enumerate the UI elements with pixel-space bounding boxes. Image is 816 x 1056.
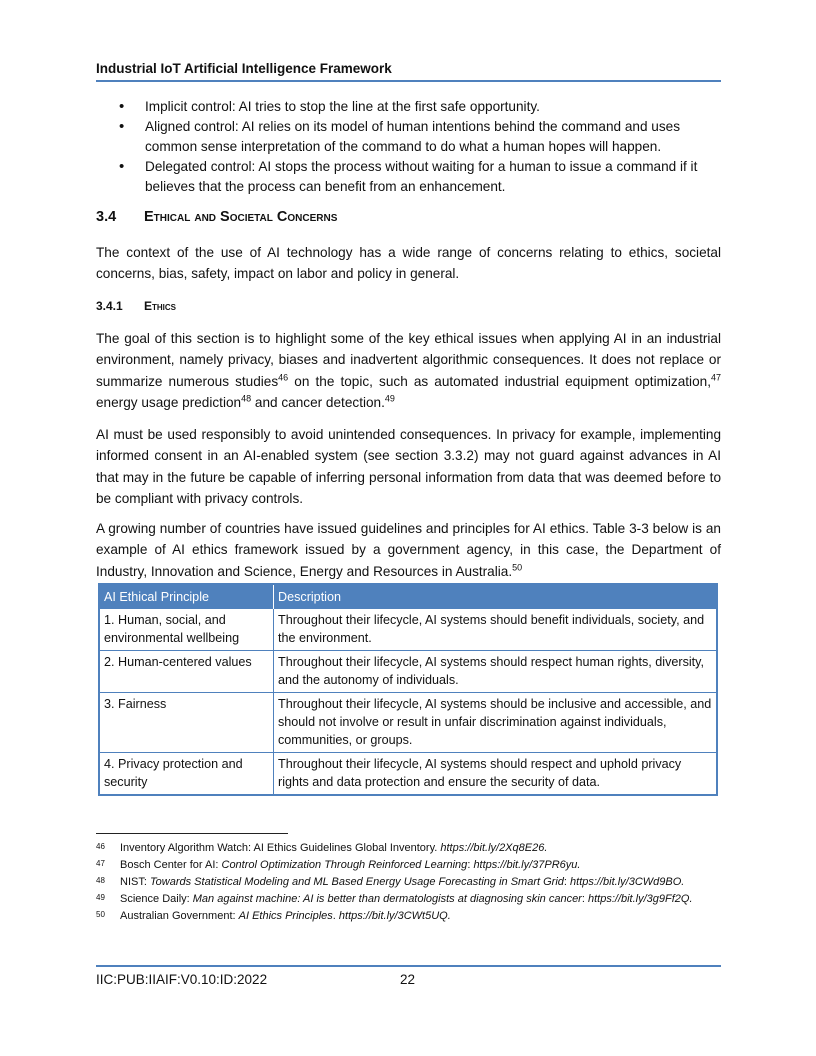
section-title: Ethical and Societal Concerns xyxy=(144,209,338,225)
footnotes xyxy=(96,840,721,925)
section-intro-paragraph: The context of the use of AI technology has a wide range of concerns relating to ethics, societal concerns, bias, safety, impact on labor and policy in general. xyxy=(96,245,721,282)
table-row xyxy=(99,693,717,753)
ethics-paragraph-2: AI must be used responsibly to avoid unintended consequences. In privacy for example, implementing informed consent in an AI-enabled system (see section 3.3.2) may not guard against advances in AI that may in the future be capable of inferring personal information from data that was deemed before to be compliant with privacy controls. xyxy=(96,427,721,506)
control-bullet-list xyxy=(96,97,721,197)
section-number: 3.4 xyxy=(96,209,117,225)
description-cell: Throughout their lifecycle, AI systems should respect human rights, diversity, and the autonomy of individuals. xyxy=(274,651,718,693)
footnote: 46 Inventory Algorithm Watch: AI Ethics Guidelines Global Inventory. https://bit.ly/2Xq8E26. xyxy=(96,842,548,854)
bullet-item: • Delegated control: AI stops the process without waiting for a human to issue a command if it believes that the process can benefit from an enhancement. xyxy=(96,157,721,197)
header-divider xyxy=(96,80,721,82)
ethics-paragraph-3: A growing number of countries have issued guidelines and principles for AI ethics. Table 3-3 below is an example of AI ethics framework issued by a government agency, in this case, the Department of Industry, Innovation and Science, Energy and Resources in Australia.$^{50}$ xyxy=(96,521,721,579)
table-header-row xyxy=(99,584,717,609)
table-row xyxy=(99,753,717,796)
footnote: 48 NIST: Towards Statistical Modeling and ML Based Energy Usage Forecasting in Smart Grid: https://bit.ly/3CWd9BO. xyxy=(96,876,685,888)
description-cell: Throughout their lifecycle, AI systems should be inclusive and accessible, and should not involve or result in unfair discrimination against individuals, communities, or groups. xyxy=(274,693,718,753)
bullet-item: • Aligned control: AI relies on its model of human intentions behind the command and uses common sense interpretation of the command to do what a human hopes will happen. xyxy=(96,117,721,157)
footnote: 50 Australian Government: AI Ethics Principles. https://bit.ly/3CWt5UQ. xyxy=(96,910,451,922)
footnote-ref: 48 xyxy=(241,393,252,404)
running-header: Industrial IoT Artificial Intelligence Framework xyxy=(96,61,392,76)
footnote-ref: 47 xyxy=(710,372,721,383)
principle-cell: 4. Privacy protection and security xyxy=(99,753,274,796)
description-cell: Throughout their lifecycle, AI systems should benefit individuals, society, and the environment. xyxy=(274,609,718,651)
document-id: IIC:PUB:IIAIF:V0.10:ID:2022 xyxy=(96,972,268,987)
section-heading xyxy=(96,209,337,225)
subsection-title: Ethics xyxy=(144,299,177,313)
footer-divider xyxy=(96,965,721,967)
description-cell: Throughout their lifecycle, AI systems should respect and uphold privacy rights and data protection and ensure the security of data. xyxy=(274,753,718,796)
column-header-principle: AI Ethical Principle xyxy=(99,584,274,609)
ai-ethics-table xyxy=(98,583,718,796)
footnote-ref: 50 xyxy=(512,562,523,573)
footnote: 47 Bosch Center for AI: Control Optimization Through Reinforced Learning: https://bit.ly/37PR6yu. xyxy=(96,859,581,871)
footnote-divider xyxy=(96,833,288,834)
subsection-heading xyxy=(96,299,176,313)
bullet-item: • Implicit control: AI tries to stop the line at the first safe opportunity. xyxy=(96,97,721,117)
footnote-ref: 49 xyxy=(384,393,395,404)
table-row xyxy=(99,651,717,693)
principle-cell: 2. Human-centered values xyxy=(99,651,274,693)
footnote-ref: 46 xyxy=(278,372,289,383)
footnote: 49 Science Daily: Man against machine: AI is better than dermatologists at diagnosing skin cancer: https://bit.ly/3g9Ff2Q. xyxy=(96,893,693,905)
ethics-paragraph-1: The goal of this section is to highlight some of the key ethical issues when applying AI in an industrial environment, namely privacy, biases and inadvertent algorithmic consequences. It does not replace or summarize numerous studies$^{46}$ on the topic, such as automated industrial equipment optimization,$^{47}$ energy usage prediction$^{48}$ and cancer detection.$^{49}$ xyxy=(96,331,721,410)
page-number: 22 xyxy=(400,972,416,987)
subsection-number: 3.4.1 xyxy=(96,299,123,313)
column-header-description: Description xyxy=(274,584,718,609)
table-row xyxy=(99,609,717,651)
principle-cell: 3. Fairness xyxy=(99,693,274,753)
principle-cell: 1. Human, social, and environmental wellbeing xyxy=(99,609,274,651)
